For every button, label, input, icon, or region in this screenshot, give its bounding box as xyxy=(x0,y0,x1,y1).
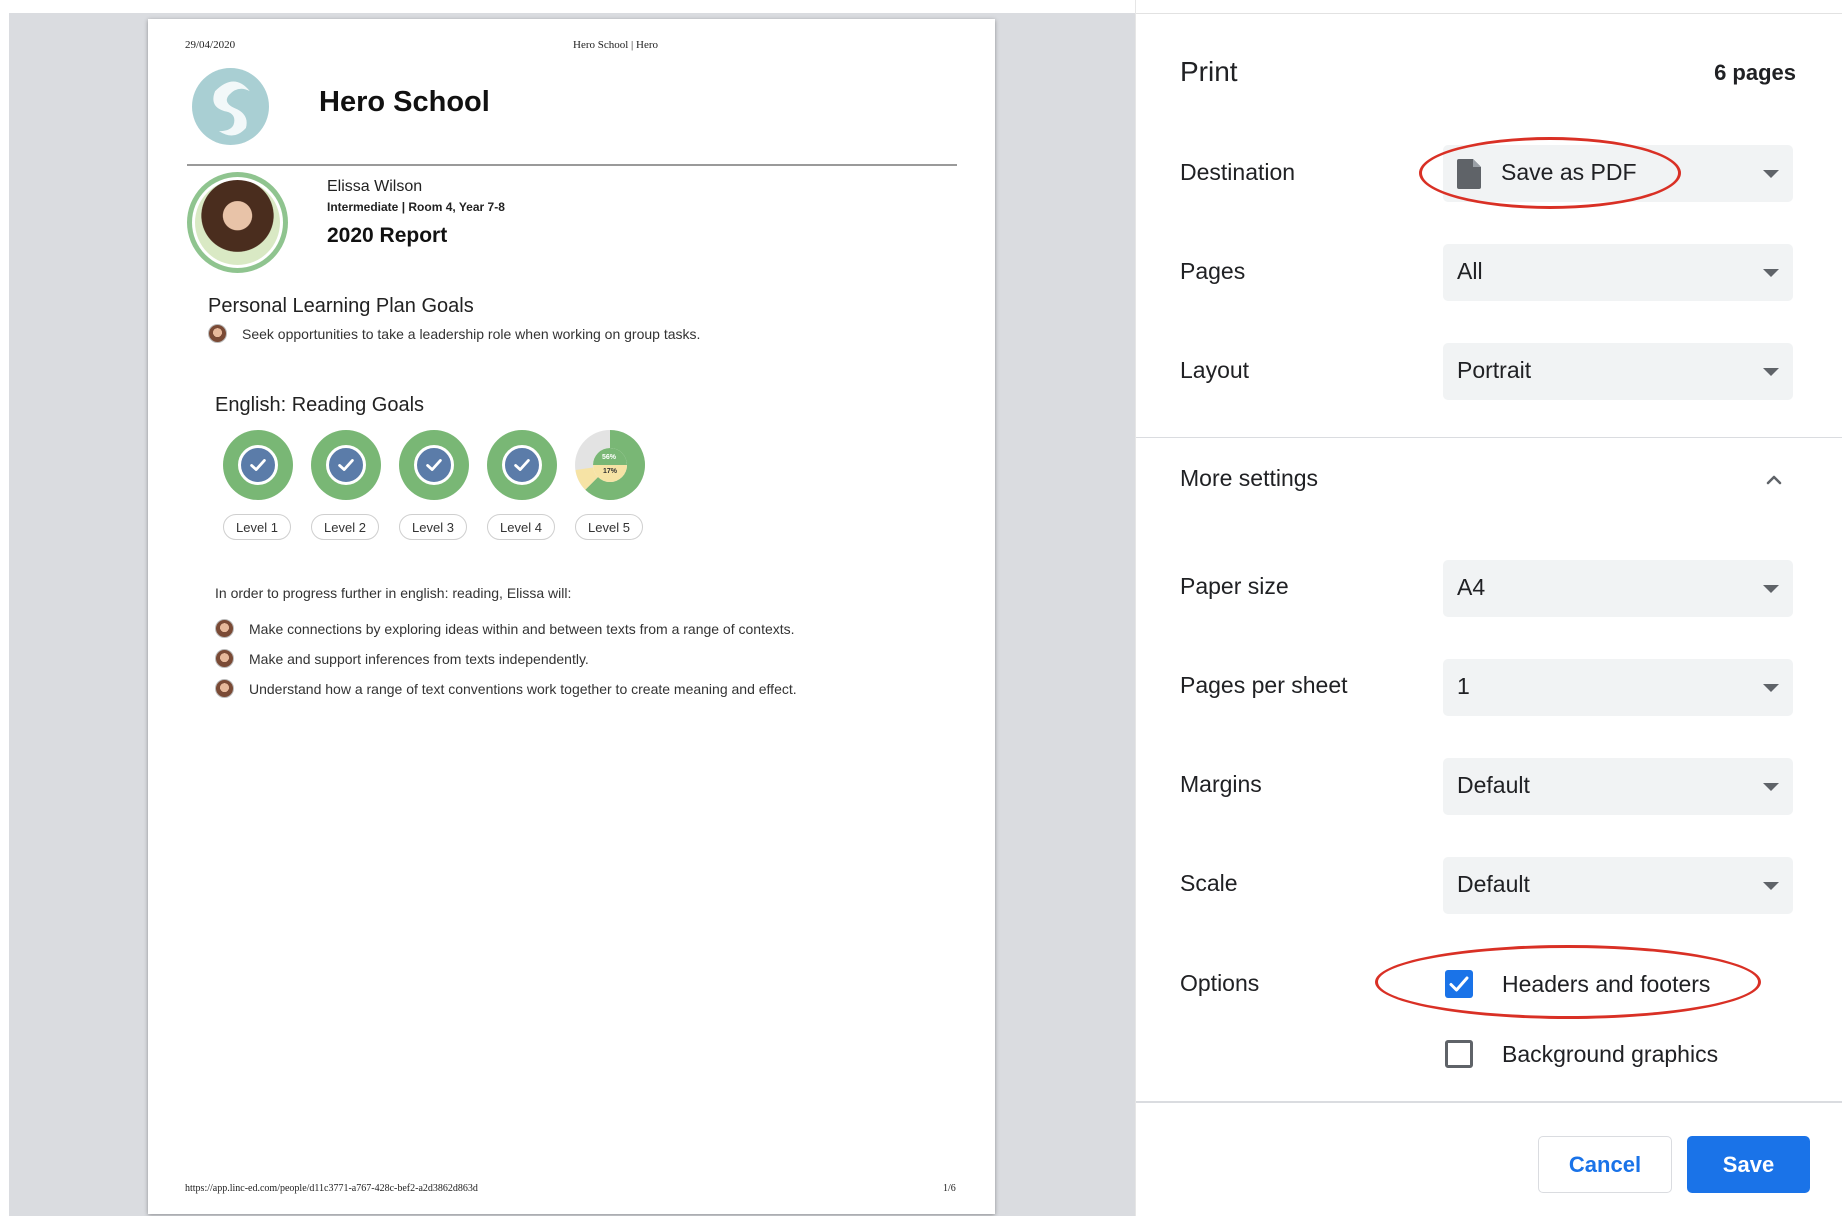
plp-goal xyxy=(208,324,700,343)
page-header-date: 29/04/2020 xyxy=(185,39,236,51)
secure-percent: 56% xyxy=(602,454,617,461)
page-footer-number: 1/6 xyxy=(943,1183,956,1194)
panel-top-border xyxy=(1136,13,1842,14)
page-footer-url: https://app.linc-ed.com/people/d11c3771-a767-428c-bef2-a2d3862d863d xyxy=(185,1183,478,1194)
progress-intro: In order to progress further in english: reading, Elissa will: xyxy=(215,585,572,601)
preview-page xyxy=(148,19,995,1214)
report-title: 2020 Report xyxy=(327,224,448,247)
school-name: Hero School xyxy=(319,86,490,118)
scale-select[interactable] xyxy=(1443,857,1793,914)
level-badge xyxy=(487,430,557,535)
dropdown-arrow-icon xyxy=(1763,783,1779,791)
pages-value: All xyxy=(1457,258,1483,284)
teacher-avatar-icon xyxy=(215,619,234,638)
goal-text: Understand how a range of text conventions work together to create meaning and effect. xyxy=(249,680,797,697)
teacher-avatar-icon xyxy=(215,649,234,668)
dropdown-arrow-icon xyxy=(1763,882,1779,890)
layout-select[interactable] xyxy=(1443,343,1793,400)
level-badge xyxy=(311,430,381,535)
headers-footers-label[interactable]: Headers and footers xyxy=(1502,971,1711,997)
destination-label: Destination xyxy=(1180,159,1296,185)
dropdown-arrow-icon xyxy=(1763,585,1779,593)
checkmark-icon xyxy=(1445,970,1473,998)
paper-size-value: A4 xyxy=(1457,574,1486,600)
layout-label: Layout xyxy=(1180,357,1250,383)
checkmark-icon xyxy=(335,454,357,476)
level-badge-in-progress xyxy=(575,430,645,535)
footer-divider xyxy=(1136,1101,1842,1103)
level-badge xyxy=(399,430,469,535)
english-heading: English: Reading Goals xyxy=(215,394,425,416)
english-goal xyxy=(215,619,795,638)
save-button[interactable]: Save xyxy=(1687,1136,1810,1193)
section-divider xyxy=(1136,437,1842,438)
dropdown-arrow-icon xyxy=(1763,368,1779,376)
dropdown-arrow-icon xyxy=(1763,684,1779,692)
divider xyxy=(187,164,957,166)
student-name: Elissa Wilson xyxy=(327,178,423,195)
teacher-avatar-icon xyxy=(215,679,234,698)
working-percent: 17% xyxy=(603,468,618,475)
level-label: Level 2 xyxy=(311,514,379,540)
checkmark-icon xyxy=(511,454,533,476)
pages-select[interactable] xyxy=(1443,244,1793,301)
background-graphics-checkbox[interactable] xyxy=(1445,1040,1473,1068)
pages-per-sheet-value: 1 xyxy=(1457,673,1470,699)
destination-select[interactable] xyxy=(1443,145,1793,202)
print-settings-panel xyxy=(1135,0,1842,1216)
margins-value: Default xyxy=(1457,772,1530,798)
english-goal xyxy=(215,679,797,698)
cancel-button[interactable]: Cancel xyxy=(1538,1136,1672,1193)
more-settings-toggle[interactable]: More settings xyxy=(1180,465,1319,491)
student-avatar xyxy=(187,172,288,273)
level-label: Level 1 xyxy=(223,514,291,540)
pdf-file-icon xyxy=(1457,159,1481,189)
margins-label: Margins xyxy=(1180,771,1262,797)
student-meta: Intermediate | Room 4, Year 7-8 xyxy=(327,200,505,214)
page-count: 6 pages xyxy=(1714,60,1796,85)
goal-text: Make connections by exploring ideas within and between texts from a range of contexts. xyxy=(249,620,795,637)
scale-value: Default xyxy=(1457,871,1530,897)
scale-label: Scale xyxy=(1180,870,1238,896)
background-graphics-label[interactable]: Background graphics xyxy=(1502,1041,1719,1067)
paper-size-select[interactable] xyxy=(1443,560,1793,617)
level-badge xyxy=(223,430,293,535)
pages-per-sheet-label: Pages per sheet xyxy=(1180,672,1348,698)
paper-size-label: Paper size xyxy=(1180,573,1289,599)
dropdown-arrow-icon xyxy=(1763,170,1779,178)
goal-text: Seek opportunities to take a leadership role when working on group tasks. xyxy=(242,325,701,342)
destination-value: Save as PDF xyxy=(1501,159,1637,185)
margins-select[interactable] xyxy=(1443,758,1793,815)
checkmark-icon xyxy=(247,454,269,476)
headers-footers-checkbox[interactable] xyxy=(1445,970,1473,998)
chevron-up-icon[interactable] xyxy=(1766,472,1782,488)
level-label: Level 3 xyxy=(399,514,467,540)
goal-text: Make and support inferences from texts independently. xyxy=(249,650,589,667)
school-logo xyxy=(192,68,269,145)
pages-per-sheet-select[interactable] xyxy=(1443,659,1793,716)
panel-title: Print xyxy=(1180,56,1238,87)
page-header-title: Hero School | Hero xyxy=(573,39,658,51)
plp-heading: Personal Learning Plan Goals xyxy=(208,295,474,317)
layout-value: Portrait xyxy=(1457,357,1532,383)
pages-label: Pages xyxy=(1180,258,1246,284)
level-label: Level 5 xyxy=(575,514,643,540)
options-label: Options xyxy=(1180,970,1260,996)
teacher-avatar-icon xyxy=(208,324,227,343)
level-label: Level 4 xyxy=(487,514,555,540)
english-goal xyxy=(215,649,589,668)
dropdown-arrow-icon xyxy=(1763,269,1779,277)
level-progress-ring xyxy=(575,430,645,500)
checkmark-icon xyxy=(423,454,445,476)
